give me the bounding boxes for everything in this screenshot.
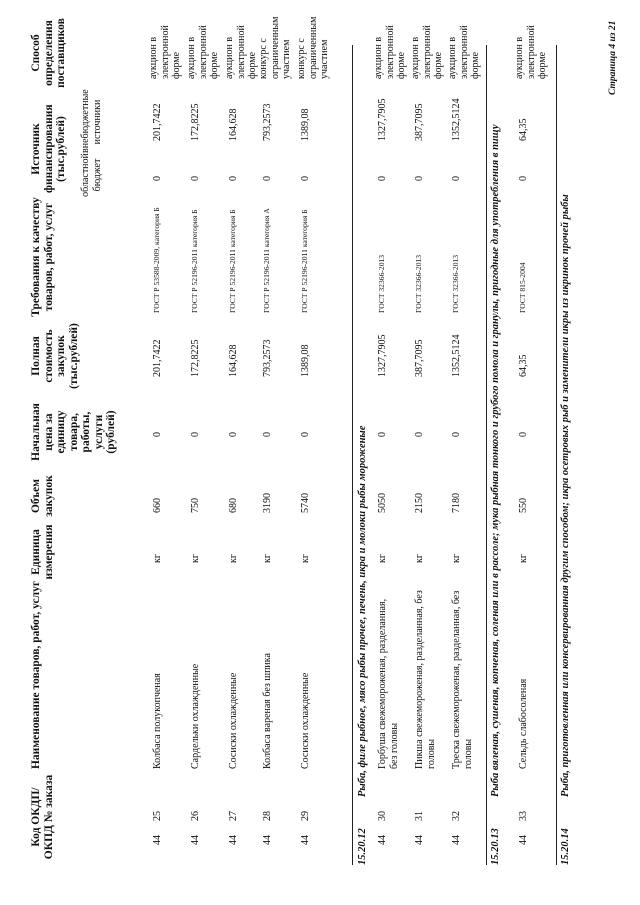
- row-name: Сардельки охлажденные: [190, 663, 201, 769]
- row-source-extra: 64,35: [518, 118, 529, 141]
- row-requirements: ГОСТ 32366-2013: [414, 254, 423, 313]
- row-code: 44: [518, 835, 529, 845]
- page-number: Страница 4 из 21: [608, 20, 618, 95]
- row-qty: 2150: [414, 493, 425, 513]
- row-code: 44: [262, 835, 273, 845]
- row-requirements: ГОСТ 32366-2013: [377, 254, 386, 313]
- row-total: 793,2573: [262, 339, 273, 377]
- row-method: аукцион в электронной форме: [224, 25, 258, 79]
- row-qty: 750: [190, 498, 201, 513]
- row-unit: кг: [451, 554, 462, 563]
- row-name: Треска свежемороженая, разделанная, без головы: [451, 590, 474, 769]
- row-code: 44: [152, 835, 163, 845]
- row-total: 201,7422: [152, 339, 163, 377]
- row-total: 1352,5124: [451, 334, 462, 377]
- section-code: 15.20.12: [357, 828, 368, 865]
- row-source-extra: 387,7095: [414, 103, 425, 141]
- header-price: Начальная цена за единицу товара, работы, услуги (рублей): [30, 403, 117, 461]
- row-qty: 7180: [451, 493, 462, 513]
- row-source-regional: 0: [152, 176, 163, 181]
- row-number: 26: [190, 811, 201, 821]
- row-unit: кг: [190, 554, 201, 563]
- row-requirements: ГОСТ 32366-2013: [451, 254, 460, 313]
- row-unit: кг: [300, 554, 311, 563]
- row-unit: кг: [377, 554, 388, 563]
- header-method: Способ определения поставщиков: [30, 18, 67, 88]
- header-name: Наименование товаров, работ, услуг: [30, 580, 42, 770]
- row-price: 0: [228, 432, 239, 437]
- row-requirements: ГОСТ Р 52196-2011 категория Б: [300, 209, 309, 313]
- row-name: Сосиски охлажденные: [300, 672, 311, 769]
- row-price: 0: [414, 432, 425, 437]
- row-price: 0: [262, 432, 273, 437]
- row-requirements: ГОСТ 815-2004: [518, 262, 527, 313]
- row-code: 44: [228, 835, 239, 845]
- row-qty: 550: [518, 498, 529, 513]
- row-source-extra: 164,628: [228, 108, 239, 141]
- header-total: Полная стоимость закупок (тыс.рублей): [30, 323, 80, 389]
- row-source-extra: 1389,08: [300, 108, 311, 141]
- header-source-extra: внебюджетные источники: [80, 89, 103, 153]
- row-unit: кг: [518, 554, 529, 563]
- row-unit: кг: [152, 554, 163, 563]
- header-requirements: Требования к качеству товаров, работ, услуг: [30, 197, 55, 317]
- row-method: аукцион в электронной форме: [410, 25, 444, 79]
- row-number: 32: [451, 811, 462, 821]
- row-name: Сосиски охлажденные: [228, 672, 239, 769]
- row-name: Горбуша свежемороженая, разделанная, без головы: [377, 598, 400, 769]
- row-name: Пикша свежемороженая, разделанная, без головы: [414, 590, 437, 769]
- row-source-extra: 172,8225: [190, 103, 201, 141]
- row-qty: 660: [152, 498, 163, 513]
- row-source-extra: 201,7422: [152, 103, 163, 141]
- row-price: 0: [518, 432, 529, 437]
- row-total: 172,8225: [190, 339, 201, 377]
- row-source-regional: 0: [451, 176, 462, 181]
- section-title: Рыба вяленая, сушеная, копченая, соленая или в рассоле; мука рыбная тонкого и грубого помола и гранулы, пригодные для употребления в пищу: [490, 124, 501, 797]
- section-divider: [486, 45, 487, 865]
- row-number: 25: [152, 811, 163, 821]
- row-number: 31: [414, 811, 425, 821]
- section-title: Рыба, филе рыбное, мясо рыбы прочее, печень, икра и молоки рыбы мороженые: [357, 425, 368, 797]
- row-qty: 680: [228, 498, 239, 513]
- row-price: 0: [152, 432, 163, 437]
- row-requirements: ГОСТ Р 53588-2009, категория Б: [152, 207, 161, 313]
- row-source-regional: 0: [228, 176, 239, 181]
- row-code: 44: [451, 835, 462, 845]
- row-method: аукцион в электронной форме: [447, 25, 481, 79]
- section-code: 15.20.14: [560, 828, 571, 865]
- row-price: 0: [377, 432, 388, 437]
- row-number: 28: [262, 811, 273, 821]
- row-method: аукцион в электронной форме: [186, 25, 220, 79]
- row-number: 29: [300, 811, 311, 821]
- row-unit: кг: [414, 554, 425, 563]
- row-number: 27: [228, 811, 239, 821]
- row-source-extra: 1327,7905: [377, 98, 388, 141]
- row-requirements: ГОСТ Р 52196-2011 категория Б: [228, 209, 237, 313]
- row-source-extra: 1352,5124: [451, 98, 462, 141]
- row-method: конкурс с ограниченным участием: [296, 16, 330, 79]
- row-name: Сельдь слабосоленая: [518, 678, 529, 769]
- row-number: 30: [377, 811, 388, 821]
- row-code: 44: [377, 835, 388, 845]
- row-method: аукцион в электронной форме: [514, 25, 548, 79]
- section-divider: [352, 45, 353, 865]
- row-source-regional: 0: [262, 176, 273, 181]
- row-source-regional: 0: [190, 176, 201, 181]
- header-source: Источник финансирования (тыс.рублей): [30, 104, 67, 193]
- row-name: Колбаса вареная без шпика: [262, 653, 273, 769]
- row-qty: 5740: [300, 493, 311, 513]
- row-qty: 5050: [377, 493, 388, 513]
- row-requirements: ГОСТ Р 52196-2011 категория А: [262, 208, 271, 313]
- row-method: конкурс с ограниченным участием: [258, 16, 292, 79]
- row-name: Колбаса полукопченая: [152, 673, 163, 769]
- row-total: 1389,08: [300, 344, 311, 377]
- row-source-regional: 0: [377, 176, 388, 181]
- row-code: 44: [300, 835, 311, 845]
- row-price: 0: [451, 432, 462, 437]
- header-unit: Единица измерения: [30, 524, 55, 580]
- row-source-extra: 793,2573: [262, 103, 273, 141]
- row-source-regional: 0: [518, 176, 529, 181]
- section-code: 15.20.13: [490, 828, 501, 865]
- row-total: 64,35: [518, 354, 529, 377]
- row-method: аукцион в электронной форме: [148, 25, 182, 79]
- row-price: 0: [190, 432, 201, 437]
- row-qty: 3190: [262, 493, 273, 513]
- header-qty: Объем закупок: [30, 475, 55, 517]
- row-source-regional: 0: [300, 176, 311, 181]
- row-total: 1327,7905: [377, 334, 388, 377]
- row-number: 33: [518, 811, 529, 821]
- row-total: 387,7095: [414, 339, 425, 377]
- section-divider: [556, 45, 557, 865]
- header-code: Код ОКДП/ ОКПД № заказа: [30, 774, 55, 860]
- header-source-regional: областной бюджет: [80, 153, 103, 197]
- row-unit: кг: [228, 554, 239, 563]
- row-source-regional: 0: [414, 176, 425, 181]
- row-total: 164,628: [228, 344, 239, 377]
- row-code: 44: [190, 835, 201, 845]
- row-unit: кг: [262, 554, 273, 563]
- row-code: 44: [414, 835, 425, 845]
- row-price: 0: [300, 432, 311, 437]
- row-method: аукцион в электронной форме: [373, 25, 407, 79]
- row-requirements: ГОСТ Р 52196-2011 категория Б: [190, 209, 199, 313]
- section-title: Рыба, приготовленная или консервированная другим способом; икра осетровых рыб и заменители икры из икринок прочей рыбы: [560, 194, 571, 797]
